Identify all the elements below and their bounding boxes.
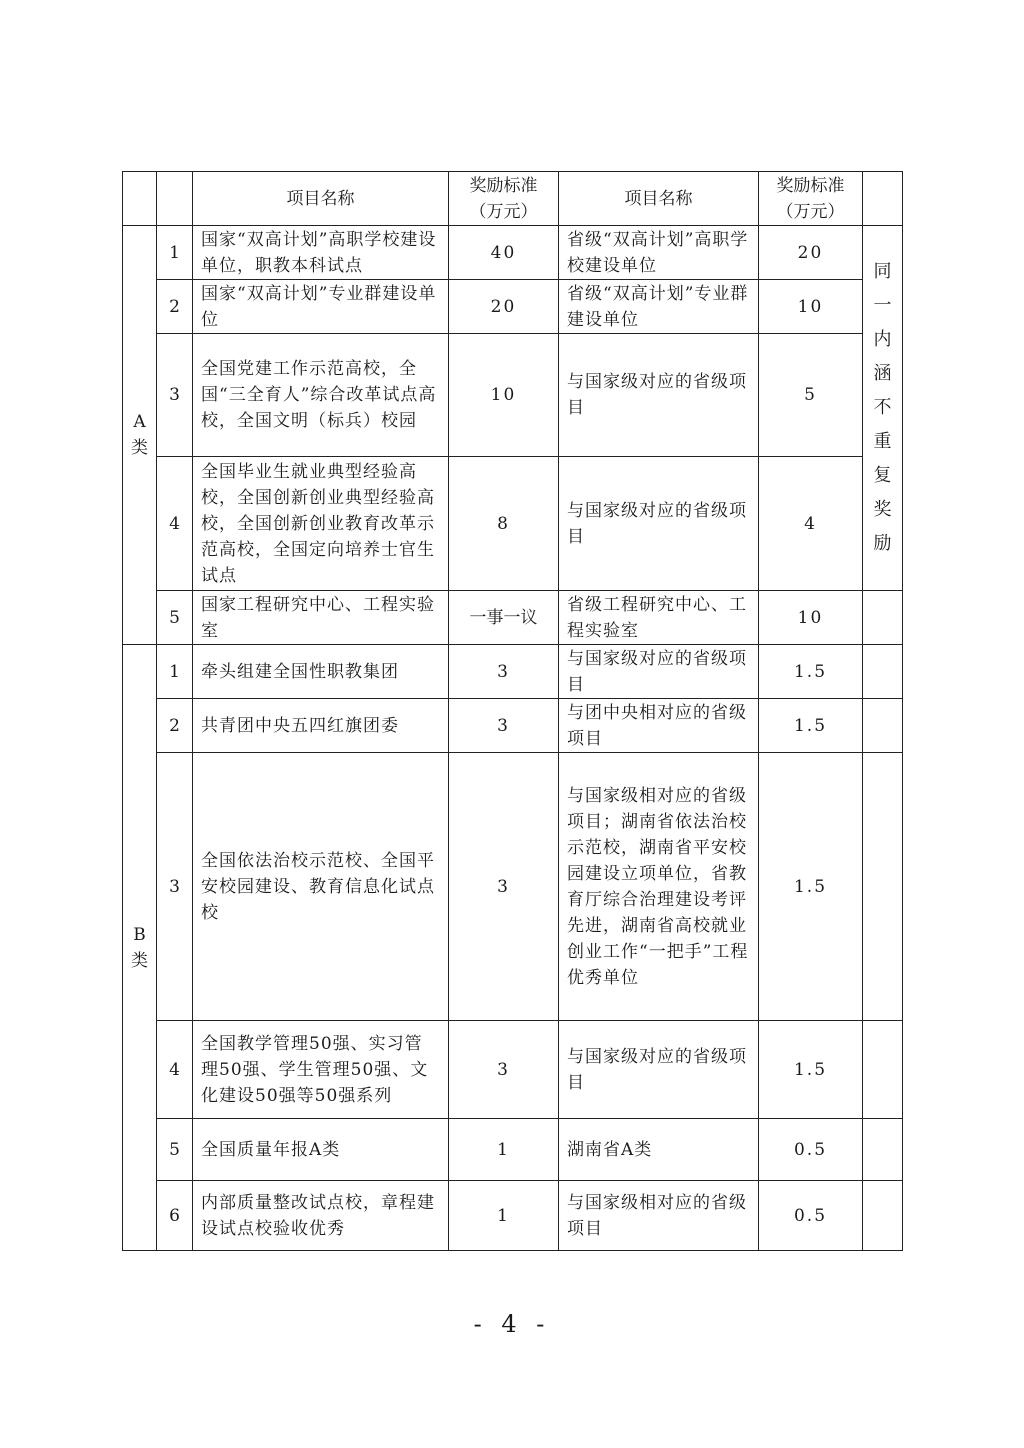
row-number: 3 — [157, 753, 193, 1021]
provincial-standard: 0.5 — [759, 1119, 863, 1181]
header-provincial-standard: 奖励标准（万元） — [759, 172, 863, 226]
provincial-project: 与国家级相对应的省级项目 — [559, 1181, 759, 1251]
table-row — [123, 645, 903, 699]
national-project: 全国教学管理50强、实习管理50强、学生管理50强、文化建设50强等50强系列 — [193, 1021, 449, 1119]
header-empty-note — [863, 172, 903, 226]
table-row — [123, 280, 903, 334]
provincial-project: 省级“双高计划”专业群建设单位 — [559, 280, 759, 334]
provincial-standard: 1.5 — [759, 1021, 863, 1119]
national-project: 全国党建工作示范高校，全国“三全育人”综合改革试点高校，全国文明（标兵）校园 — [193, 334, 449, 457]
empty-note-cell — [863, 1021, 903, 1119]
provincial-project: 与国家级对应的省级项目 — [559, 334, 759, 457]
empty-note-cell — [863, 591, 903, 645]
header-national-standard: 奖励标准（万元） — [449, 172, 559, 226]
page-number: - 4 - — [473, 1310, 551, 1338]
empty-note-cell — [863, 699, 903, 753]
provincial-standard: 10 — [759, 591, 863, 645]
row-number: 3 — [157, 334, 193, 457]
row-number: 1 — [157, 226, 193, 280]
row-number: 4 — [157, 457, 193, 591]
table-row — [123, 753, 903, 1021]
national-standard: 20 — [449, 280, 559, 334]
award-standards-table — [122, 171, 903, 1251]
category-a-cell — [123, 226, 157, 645]
no-duplicate-award-note: 同一内涵不重复奖励 — [873, 261, 892, 554]
provincial-project: 湖南省A类 — [559, 1119, 759, 1181]
national-standard: 1 — [449, 1119, 559, 1181]
national-standard: 3 — [449, 753, 559, 1021]
national-project: 内部质量整改试点校，章程建设试点校验收优秀 — [193, 1181, 449, 1251]
provincial-standard: 10 — [759, 280, 863, 334]
national-project: 共青团中央五四红旗团委 — [193, 699, 449, 753]
row-number: 2 — [157, 699, 193, 753]
table-row — [123, 1021, 903, 1119]
national-project: 国家“双高计划”高职学校建设单位，职教本科试点 — [193, 226, 449, 280]
empty-note-cell — [863, 1181, 903, 1251]
national-project: 全国质量年报A类 — [193, 1119, 449, 1181]
national-project: 国家工程研究中心、工程实验室 — [193, 591, 449, 645]
national-project: 全国依法治校示范校、全国平安校园建设、教育信息化试点校 — [193, 753, 449, 1021]
note-cell — [863, 226, 903, 591]
table-row — [123, 226, 903, 280]
provincial-project: 与国家级对应的省级项目 — [559, 645, 759, 699]
provincial-standard: 0.5 — [759, 1181, 863, 1251]
table-row — [123, 1181, 903, 1251]
national-standard: 1 — [449, 1181, 559, 1251]
row-number: 1 — [157, 645, 193, 699]
provincial-project: 与国家级对应的省级项目 — [559, 1021, 759, 1119]
provincial-standard: 1.5 — [759, 699, 863, 753]
header-national-name: 项目名称 — [193, 172, 449, 226]
provincial-project: 省级工程研究中心、工程实验室 — [559, 591, 759, 645]
national-project: 国家“双高计划”专业群建设单位 — [193, 280, 449, 334]
empty-note-cell — [863, 645, 903, 699]
national-standard: 3 — [449, 699, 559, 753]
national-standard: 一事一议 — [449, 591, 559, 645]
header-empty-category — [123, 172, 157, 226]
table-row — [123, 1119, 903, 1181]
table-row — [123, 334, 903, 457]
row-number: 5 — [157, 591, 193, 645]
row-number: 5 — [157, 1119, 193, 1181]
provincial-standard: 4 — [759, 457, 863, 591]
provincial-project: 与国家级对应的省级项目 — [559, 457, 759, 591]
table-row — [123, 457, 903, 591]
category-b-cell — [123, 645, 157, 1251]
national-project: 牵头组建全国性职教集团 — [193, 645, 449, 699]
national-standard: 40 — [449, 226, 559, 280]
table-header-row — [123, 172, 903, 226]
row-number: 4 — [157, 1021, 193, 1119]
provincial-project: 省级“双高计划”高职学校建设单位 — [559, 226, 759, 280]
national-standard: 3 — [449, 1021, 559, 1119]
national-project: 全国毕业生就业典型经验高校，全国创新创业典型经验高校，全国创新创业教育改革示范高校，全国定向培养士官生试点 — [193, 457, 449, 591]
table-row — [123, 591, 903, 645]
national-standard: 8 — [449, 457, 559, 591]
table-row — [123, 699, 903, 753]
provincial-standard: 20 — [759, 226, 863, 280]
provincial-standard: 1.5 — [759, 753, 863, 1021]
national-standard: 10 — [449, 334, 559, 457]
provincial-project: 与国家级相对应的省级项目；湖南省依法治校示范校，湖南省平安校园建设立项单位，省教育厅综合治理建设考评先进，湖南省高校就业创业工作“一把手”工程优秀单位 — [559, 753, 759, 1021]
empty-note-cell — [863, 1119, 903, 1181]
national-standard: 3 — [449, 645, 559, 699]
category-a-label: A类 — [131, 412, 148, 458]
category-b-label: B类 — [131, 924, 148, 971]
header-empty-number — [157, 172, 193, 226]
empty-note-cell — [863, 753, 903, 1021]
provincial-standard: 1.5 — [759, 645, 863, 699]
header-provincial-name: 项目名称 — [559, 172, 759, 226]
provincial-project: 与团中央相对应的省级项目 — [559, 699, 759, 753]
row-number: 2 — [157, 280, 193, 334]
provincial-standard: 5 — [759, 334, 863, 457]
row-number: 6 — [157, 1181, 193, 1251]
